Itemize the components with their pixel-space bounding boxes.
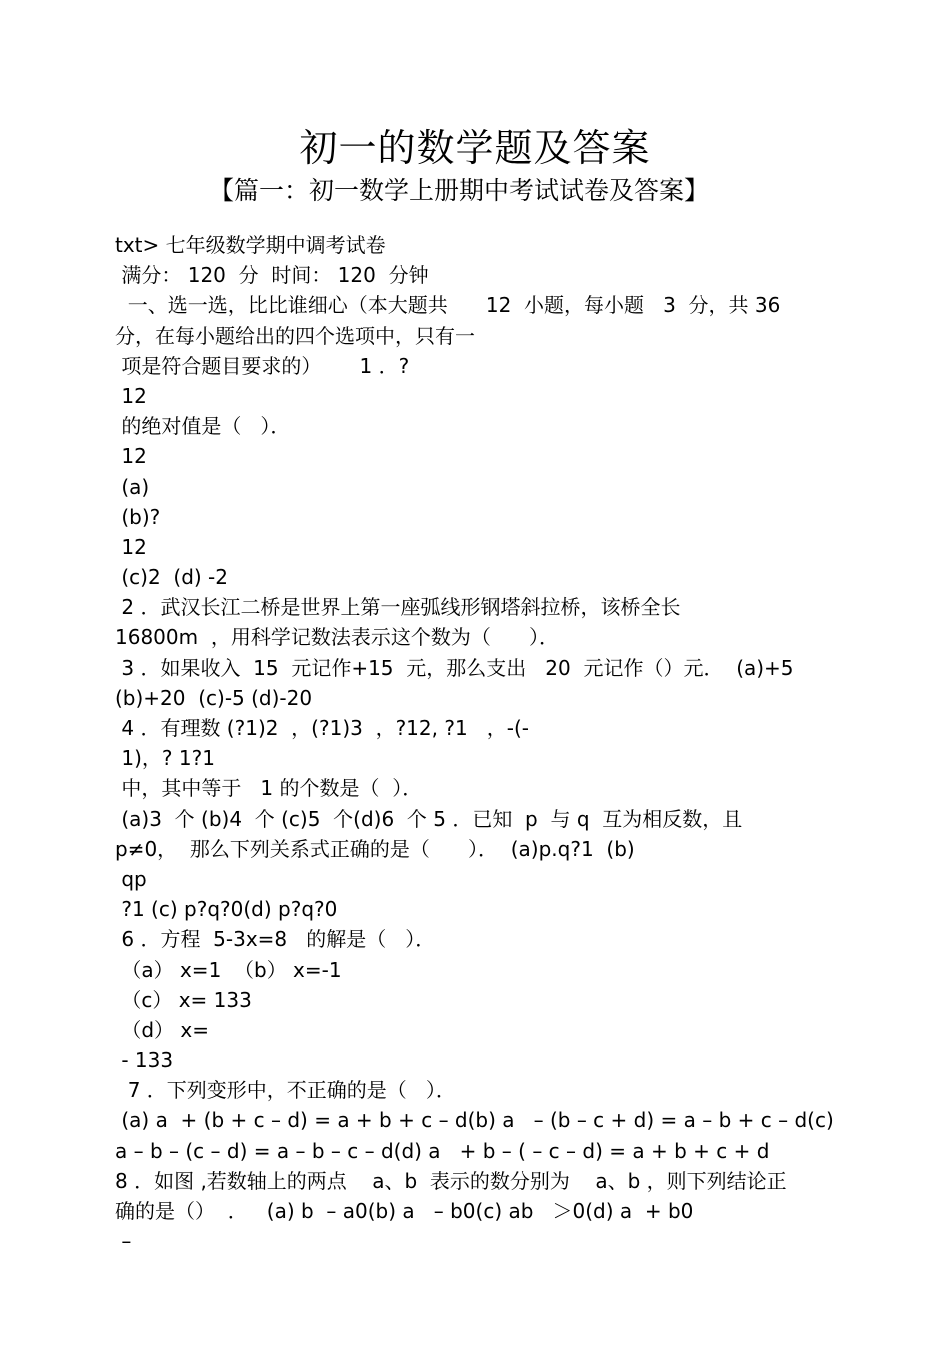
text-line: 4 ．有理数 (?1)2 ，(?1)3 ，?12, ?1 ，-(- <box>115 716 529 740</box>
text-line: 的绝对值是（ ）． <box>115 414 291 439</box>
text-line: 满分： 120 分 时间： 120 分钟 <box>115 263 429 288</box>
text-line: (a)3 个 (b)4 个 (c)5 个(d)6 个 5 ．已知 p 与 q 互为相反数，且 <box>115 806 743 831</box>
text-line: (b)? <box>115 504 161 529</box>
text-line: – <box>115 1229 132 1254</box>
text-line: 3 ．如果收入 15 元记作+15 元，那么支出 20 元记作（）元． (a)+5 <box>115 655 794 680</box>
text-line: a – b – (c – d) = a – b – c – d(d) a + b – ( – c – d) = a + b + c + d <box>115 1138 770 1163</box>
text-line: 7 ．下列变形中，不正确的是（ ）． <box>115 1078 456 1103</box>
text-line: 2 ．武汉长江二桥是世界上第一座弧线形钢塔斜拉桥，该桥全长 <box>115 595 681 620</box>
text-line: 一、选一选，比比谁细心（本大题共 12 小题，每小题 3 分，共 36 <box>115 293 781 318</box>
text-line: 中，其中等于 1 的个数是（ ）． <box>115 776 423 801</box>
document-subtitle: 【篇一：初一数学上册期中考试试卷及答案】 <box>208 176 709 205</box>
text-line: （c） x= 133 <box>115 987 252 1012</box>
text-line: 项是符合题目要求的） 1 ．? <box>115 353 410 378</box>
text-line: 6 ．方程 5-3x=8 的解是（ ）． <box>115 927 436 952</box>
text-line: (a) a + (b + c – d) = a + b + c – d(b) a – (b – c + d) = a – b + c – d(c) <box>115 1108 834 1133</box>
text-line: ?1 (c) p?q?0(d) p?q?0 <box>115 897 338 922</box>
document-title: 初一的数学题及答案 <box>299 126 651 170</box>
text-line: (a) <box>115 474 150 499</box>
text-line: 12 <box>115 383 147 408</box>
text-line: 12 <box>115 444 147 469</box>
text-line: 1)，? 1?1 <box>115 746 215 771</box>
text-line: 12 <box>115 534 147 559</box>
text-line: 16800m ，用科学记数法表示这个数为（ ）． <box>115 625 559 650</box>
text-line: p≠0， 那么下列关系式正确的是（ ）． (a)p.q?1 (b) <box>115 836 635 861</box>
text-line: 分，在每小题给出的四个选项中，只有一 <box>115 323 475 348</box>
text-line: qp <box>115 866 147 891</box>
text-line: (b)+20 (c)-5 (d)-20 <box>115 685 313 710</box>
text-line: txt> 七年级数学期中调考试卷 <box>115 233 386 257</box>
text-line: (c)2 (d) -2 <box>115 565 228 590</box>
text-line: 8 ．如图 ,若数轴上的两点 a、b 表示的数分别为 a、b ，则下列结论正 <box>115 1168 787 1193</box>
text-line: 确的是（） ． (a) b – a0(b) a – b0(c) ab ＞0(d) a + b0 <box>115 1199 694 1223</box>
text-line: （d） x= <box>115 1017 210 1042</box>
text-line: （a） x=1 （b） x=-1 <box>115 957 342 982</box>
document-body <box>115 230 875 1256</box>
text-line: - 133 <box>115 1048 174 1073</box>
